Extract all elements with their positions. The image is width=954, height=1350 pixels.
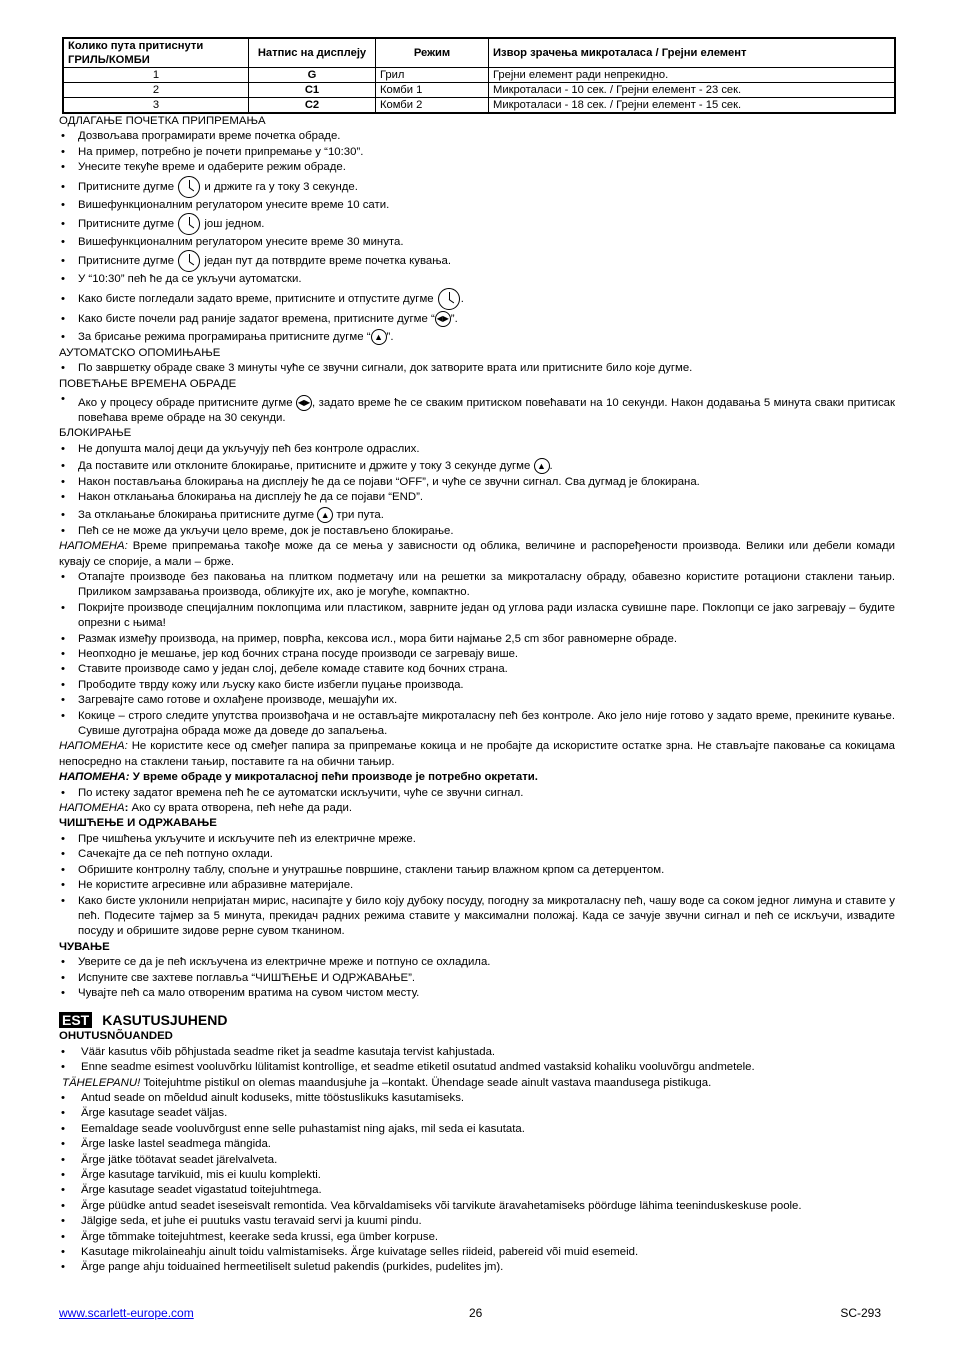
- table-cell: 2: [63, 83, 249, 98]
- list-item: • Сачекајте да се пећ потпуно охлади.: [59, 847, 895, 862]
- list-item: • Загревајте само готове и охлађене производе, мешајући их.: [59, 693, 895, 708]
- stop-icon: ▲: [371, 329, 387, 345]
- list-item: • Не користите агресивне или абразивне материјале.: [59, 878, 895, 893]
- list-item: • Уверите се да је пећ искључена из електричне мреже и потпуно се охладила.: [59, 955, 895, 970]
- est-heading: [59, 1011, 895, 1029]
- table-row: [63, 83, 895, 98]
- list-item: • Покријте производе специјалним поклопцима или пластиком, заврните један од углова ради изласка сувишне паре. Поклопци се јако загревају – будите опрезни с њима!: [59, 601, 895, 632]
- list-item: • Väär kasutus võib põhjustada seadme riket ja seadme kasutaja tervist kahjustada.: [59, 1045, 895, 1060]
- page-content: [59, 37, 895, 1276]
- table-cell: Комби 2: [376, 98, 489, 114]
- list-item: • Ärge kasutage seadet vigastatud toitejuhtmega.: [59, 1183, 895, 1198]
- cleaning-list: [59, 832, 895, 940]
- list-item: • Ärge jätke töötavat seadet järelvalveta.: [59, 1153, 895, 1168]
- stop-icon: ▲: [534, 458, 550, 474]
- list-item: • Да поставите или отклоните блокирање, притисните и држите у току 3 секунде дугме ▲ .: [59, 457, 895, 475]
- list-item: • На пример, потребно је почети припремање у “10:30”.: [59, 145, 895, 160]
- left-right-arrows-icon: ◀▶: [435, 311, 451, 327]
- section-title: ЧУВАЊЕ: [59, 940, 110, 953]
- list-item: • Како бисте погледали задато време, притисните и отпустите дугме .: [59, 288, 895, 310]
- list-item: • Кокице – строго следите упутства произвођача и не остављајте микроталасну пећ без контроле. Ако јело није готово у задато време, прекините кување. Сувише дуготрајна обрада може да доведе до запаљења.: [59, 709, 895, 740]
- clock-icon: [178, 250, 200, 272]
- table-cell: Микроталаси - 10 сек. / Грејни елемент - 23 сек.: [489, 83, 896, 98]
- list-item: • Након постављања блокирања на дисплеју ће да се појави “OFF”, и чуће се звучни сигнал. Сва дугмад је блокирана.: [59, 475, 895, 490]
- website-link[interactable]: www.scarlett-europe.com: [59, 1306, 194, 1320]
- increase-list: [59, 392, 895, 426]
- list-item: • Како бисте уклонили непријатан мирис, насипајте у било коју дубоку посуду, погодну за микроталасну пећ, чашу воде са соком једног лимуна и ставите у пећ. Подесите тајмер за 5 минута, прекидач радних режима ставите у максимални положај. Када се зачује звучни сигнал и пећ се искључи, извадите посуду и обришите зидове рерне сувом тканином.: [59, 894, 895, 940]
- table-row: [63, 98, 895, 114]
- list-item: • Притисните дугме један пут да потврдите време почетка кувања.: [59, 250, 895, 272]
- list-item: • Ärge laske lastel seadmega mängida.: [59, 1137, 895, 1152]
- warning: TÄHELEPANU! Toitejuhtme pistikul on olemas maandusjuhe ja –kontakt. Ühendage seade ainult vastava maandusega pistikuga.: [62, 1076, 712, 1089]
- list-item: • Чувајте пећ са мало отвореним вратима на сувом чистом месту.: [59, 986, 895, 1001]
- page-number: 26: [469, 1306, 483, 1320]
- table-header: Натпис на дисплеју: [249, 38, 376, 68]
- table-cell: Грил: [376, 68, 489, 83]
- note: НАПОМЕНА: У време обраде у микроталасној пећи производе је потребно окретати.: [59, 771, 538, 784]
- list-item: • Ако у процесу обраде притисните дугме ◀▶ , задато време ће се сваким притиском повећавати на 10 секунди. Након додавања 5 минута сваки притисак повећава време обраде на 30 секунди.: [59, 392, 895, 426]
- list-item: • Ärge pange ahju toiduained hermeetiliselt suletud pakendis (purkides, pudelites jm).: [59, 1260, 895, 1275]
- list-item: • Притисните дугме и држите га у току 3 секунде.: [59, 176, 895, 198]
- list-item: • Како бисте почели рад раније задатог времена, притисните дугме “ ◀▶ ”.: [59, 310, 895, 328]
- table-cell: 3: [63, 98, 249, 114]
- timer-list: [59, 786, 895, 801]
- list-item: • Након отклањања блокирања на дисплеју ће да се појави “END”.: [59, 490, 895, 505]
- list-item: • Неопходно је мешање, јер код бочних страна посуде производи се загревају више.: [59, 647, 895, 662]
- section-title: OHUTUSNÕUANDED: [59, 1030, 173, 1043]
- table-cell: G: [249, 68, 376, 83]
- clock-icon: [178, 213, 200, 235]
- table-cell: C1: [249, 83, 376, 98]
- table-cell: 1: [63, 68, 249, 83]
- list-item: • Вишефункционалним регулатором унесите време 10 сати.: [59, 198, 895, 213]
- stop-icon: ▲: [317, 507, 333, 523]
- list-item: • Унесите текуће време и одаберите режим обраде.: [59, 160, 895, 175]
- list-item: • Испуните све захтеве поглавља “ЧИШЋЕЊЕ И ОДРЖАВАЊЕ”.: [59, 971, 895, 986]
- list-item: • Jälgige seda, et juhe ei puutuks vastu teravaid servi ja kuumi pindu.: [59, 1214, 895, 1229]
- section-title: БЛОКИРАЊЕ: [59, 427, 132, 440]
- list-item: • Ставите производе само у један слој, дебеле комаде ставите код бочних страна.: [59, 662, 895, 677]
- list-item: • Отапајте производе без паковања на плитком подметачу или на решетки за микроталасну обраду, обавезно користите ротациони стаклени тањир. Приликом замрзавања производа, обликујте их, ако је могуће, компактно.: [59, 570, 895, 601]
- table-cell: C2: [249, 98, 376, 114]
- list-item: • Обришите контролну таблу, спољне и унутрашње површине, стаклени тањир влажном крпом са детерџентом.: [59, 863, 895, 878]
- table-header: Извор зрачења микроталаса / Грејни елемент: [489, 38, 896, 68]
- list-item: • Притисните дугме још једном.: [59, 213, 895, 235]
- list-item: • За отклањање блокирања притисните дугме ▲ три пута.: [59, 506, 895, 524]
- clock-icon: [438, 288, 460, 310]
- list-item: • Enne seadme esimest vooluvõrku lülitamist kontrollige, et seadme etiketil osutatud andmed vastaksid kohaliku vooluvõrgu andmetele.: [59, 1060, 895, 1075]
- left-right-arrows-icon: ◀▶: [296, 395, 312, 411]
- list-item: • Размак између производа, на пример, поврћа, кексова исл., мора бити најмање 2,5 cm због равномерне обраде.: [59, 632, 895, 647]
- list-item: • Пећ се не може да укључи цело време, док је постављено блокирање.: [59, 524, 895, 539]
- list-item: • По истеку задатог времена пећ ће се аутоматски искључити, чуће се звучни сигнал.: [59, 786, 895, 801]
- list-item: • За брисање режима програмирања притисните дугме “ ▲ ”.: [59, 328, 895, 346]
- auto-list: [59, 361, 895, 376]
- note: НАПОМЕНА: Време припремања такође може да се мења у зависности од облика, величине и распоређености производа. Велики или дебели комади кувају се спорије, а мали – брже.: [59, 540, 895, 568]
- list-item: • У “10:30” пећ ће да се укључи аутоматски.: [59, 272, 895, 287]
- table-cell: Микроталаси - 18 сек. / Грејни елемент - 15 сек.: [489, 98, 896, 114]
- est-title: KASUTUSJUHEND: [102, 1012, 228, 1029]
- list-item: • Ärge kasutage tarvikuid, mis ei kuulu komplekti.: [59, 1168, 895, 1183]
- language-badge: EST: [59, 1012, 92, 1028]
- list-item: • Ärge kasutage seadet väljas.: [59, 1106, 895, 1121]
- list-item: • Ärge tõmmake toitejuhtmest, keerake seda krussi, ega ümber korpuse.: [59, 1230, 895, 1245]
- table-header: Колико пута притиснути ГРИЛЬ/КОМБИ: [63, 38, 249, 68]
- storage-list: [59, 955, 895, 1001]
- table-header: Режим: [376, 38, 489, 68]
- table-cell: Комби 1: [376, 83, 489, 98]
- list-item: • Пре чишћења укључите и искључите пећ из електричне мреже.: [59, 832, 895, 847]
- safety-list-2: [59, 1091, 895, 1276]
- list-item: • Прободите тврду кожу или љуску како бисте избегли пуцање производа.: [59, 678, 895, 693]
- list-item: • Ärge püüdke antud seadet iseseisvalt remontida. Vea kõrvaldamiseks või tarvikute äravahetamiseks pöörduge lähima teeninduskeskuse poole.: [59, 1199, 895, 1214]
- list-item: • Antud seade on mõeldud ainult koduseks, mitte tööstuslikuks kasutamiseks.: [59, 1091, 895, 1106]
- list-item: • По завршетку обраде сваке 3 минуты чуће се звучни сигнали, док затворите врата или притисните било које дугме.: [59, 361, 895, 376]
- model-number: SC-293: [840, 1306, 881, 1320]
- lock-list: [59, 442, 895, 540]
- list-item: • Дозвољава програмирати време почетка обраде.: [59, 129, 895, 144]
- section-title: ОДЛАГАЊЕ ПОЧЕТКА ПРИПРЕМАЊА: [59, 115, 266, 127]
- table-row: [63, 68, 895, 83]
- mode-table: [62, 37, 896, 114]
- safety-list-1: [59, 1045, 895, 1076]
- table-cell: Грејни елемент ради непрекидно.: [489, 68, 896, 83]
- list-item: • Eemaldage seade vooluvõrgust enne selle puhastamist ning ajaks, mil seda ei kasutata.: [59, 1122, 895, 1137]
- section-title: ПОВЕЋАЊЕ ВРЕМЕНА ОБРАДЕ: [59, 377, 237, 390]
- section-title: ЧИШЋЕЊЕ И ОДРЖАВАЊЕ: [59, 817, 217, 830]
- list-item: • Kasutage mikrolaineahju ainult toidu valmistamiseks. Ärge kuivatage selles riideid, pabereid või muid esemeid.: [59, 1245, 895, 1260]
- clock-icon: [178, 176, 200, 198]
- tips-list: [59, 570, 895, 739]
- list-item: • Вишефункционалним регулатором унесите време 30 минута.: [59, 235, 895, 250]
- note: НАПОМЕНА: Не користите кесе од смеђег папира за припремање кокица и не пробајте да искористите остатке зрна. Не стављајте паковање са кокицама непосредно на стаклени тањир, поставите га на обични тањир.: [59, 740, 895, 768]
- note: НАПОМЕНА: Ако су врата отворена, пећ неће да ради.: [59, 802, 353, 815]
- list-item: • Не допушта малој деци да укључују пећ без контроле одраслих.: [59, 442, 895, 457]
- delay-list: [59, 129, 895, 346]
- section-title: АУТОМАТСКО ОПОМИЊАЊЕ: [59, 346, 221, 359]
